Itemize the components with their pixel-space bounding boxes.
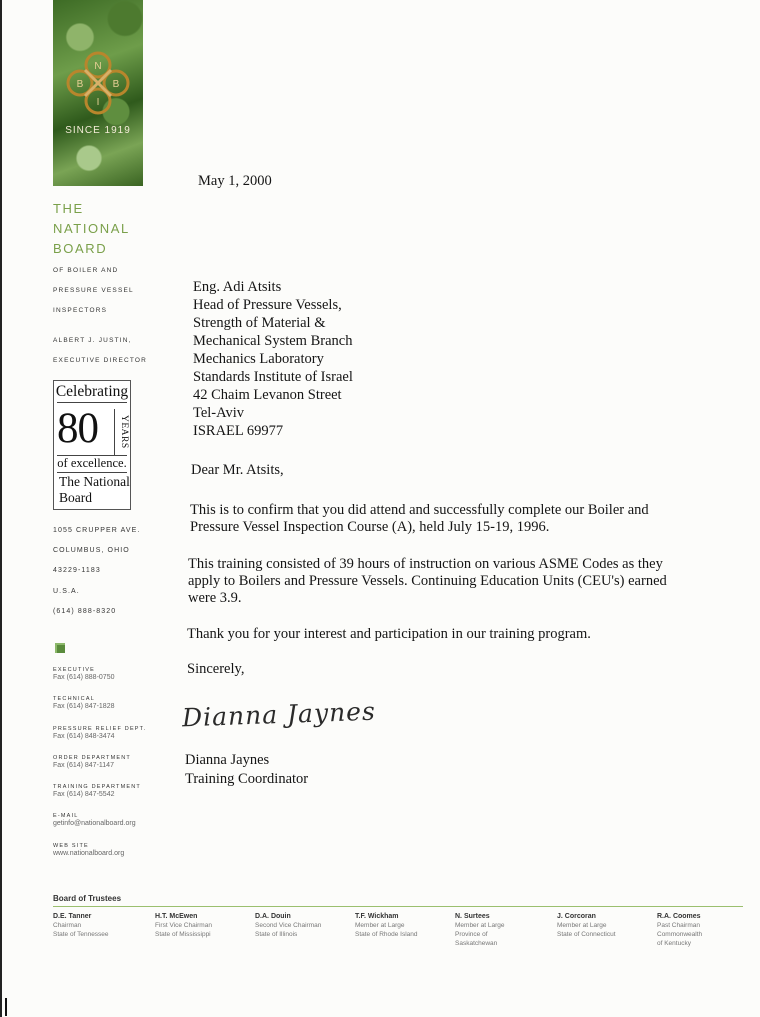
country: U.S.A.: [53, 588, 80, 595]
recipient-line: Standards Institute of Israel: [193, 369, 353, 385]
street-address: 1055 CRUPPER AVE.: [53, 527, 141, 534]
trustee-location: Commonwealth: [657, 931, 703, 938]
org-name-line: THE: [53, 201, 84, 216]
closing: Sincerely,: [187, 661, 245, 677]
director-name: ALBERT J. JUSTIN,: [53, 337, 132, 344]
city: COLUMBUS, OHIO: [53, 547, 130, 554]
paragraph-line: apply to Boilers and Pressure Vessels. Continuing Education Units (CEU's) earned: [188, 573, 667, 589]
scan-mark: [5, 998, 7, 1016]
dept-email: [53, 813, 136, 827]
badge-org-line: The National: [59, 474, 130, 489]
recipient-line: Head of Pressure Vessels,: [193, 297, 342, 313]
trustees-title: Board of Trustees: [53, 894, 122, 903]
since-label: SINCE 1919: [65, 125, 131, 136]
org-name: [53, 199, 130, 259]
dept-website: [53, 843, 124, 857]
letter-date: May 1, 2000: [198, 173, 272, 189]
badge-org-line: Board: [59, 490, 92, 505]
trustee: [657, 912, 702, 948]
recipient-line: Tel-Aviv: [193, 405, 245, 421]
trustee-location: State of Connecticut: [557, 931, 616, 938]
dept-fax: Fax (614) 848-3474: [53, 733, 115, 740]
trustee: [455, 912, 505, 948]
trustee-name: H.T. McEwen: [155, 913, 198, 920]
email-address: getinfo@nationalboard.org: [53, 820, 136, 827]
dept-order: [53, 755, 131, 769]
celebrating-80-years-badge: [53, 380, 131, 510]
recipient-line: 42 Chaim Levanon Street: [193, 387, 342, 403]
dept-title: TECHNICAL: [53, 696, 95, 702]
handwritten-signature: Dianna Jaynes: [181, 696, 377, 733]
org-subtitle-line: INSPECTORS: [53, 307, 108, 314]
trustee-location: of Kentucky: [657, 940, 691, 947]
dept-fax: Fax (614) 847-1147: [53, 762, 114, 769]
trustee-location: State of Mississippi: [155, 931, 211, 938]
green-square-icon: [55, 643, 65, 653]
badge-org: [59, 474, 130, 506]
dept-title: WEB SITE: [53, 843, 89, 849]
org-subtitle-line: PRESSURE VESSEL: [53, 287, 134, 294]
paragraph-line: This is to confirm that you did attend and successfully complete our Boiler and: [190, 502, 649, 518]
trustee-role: Member at Large: [455, 922, 505, 929]
org-name-line: BOARD: [53, 241, 108, 256]
dept-pressure-relief: [53, 726, 146, 740]
dept-fax: Fax (614) 888-0750: [53, 674, 115, 681]
trustee: [255, 912, 321, 939]
badge-number: 80: [57, 405, 98, 452]
recipient-line: Strength of Material &: [193, 315, 326, 331]
trustee-location: Province of: [455, 931, 488, 938]
logo-letter: B: [76, 79, 84, 90]
signer-name: Dianna Jaynes: [185, 752, 270, 768]
trustee-location: State of Tennessee: [53, 931, 109, 938]
clover-emblem-icon: [63, 48, 133, 118]
trustee-name: T.F. Wickham: [355, 913, 399, 920]
trustee-location: State of Illinois: [255, 931, 298, 938]
trustee-name: D.E. Tanner: [53, 913, 92, 920]
trustee-role: Past Chairman: [657, 922, 700, 929]
national-board-logo: [53, 0, 143, 186]
signer-title: Training Coordinator: [185, 771, 309, 787]
trustee: [53, 912, 109, 939]
logo-letter: N: [94, 61, 102, 72]
dept-training: [53, 784, 141, 798]
dept-title: ORDER DEPARTMENT: [53, 755, 131, 761]
recipient-line: Mechanical System Branch: [193, 333, 353, 349]
dept-fax: Fax (614) 847-5542: [53, 791, 115, 798]
badge-years: YEARS: [114, 409, 129, 455]
dept-fax: Fax (614) 847-1828: [53, 703, 115, 710]
salutation: Dear Mr. Atsits,: [191, 462, 284, 478]
badge-excellence: of excellence.: [57, 456, 127, 470]
dept-title: EXECUTIVE: [53, 667, 95, 673]
recipient-line: ISRAEL 69977: [193, 423, 284, 439]
trustee-role: Member at Large: [355, 922, 405, 929]
dept-technical: [53, 696, 114, 710]
paragraph-2: [188, 556, 667, 607]
paragraph-line: This training consisted of 39 hours of instruction on various ASME Codes as they: [188, 556, 663, 572]
trustee-name: D.A. Douin: [255, 913, 291, 920]
recipient-line: Mechanics Laboratory: [193, 351, 324, 367]
org-name-line: NATIONAL: [53, 221, 130, 236]
director-title: EXECUTIVE DIRECTOR: [53, 357, 148, 364]
recipient-address: [193, 278, 353, 440]
trustee-role: Second Vice Chairman: [255, 922, 322, 929]
trustee-role: Chairman: [53, 922, 82, 929]
trustees-divider: [53, 906, 743, 907]
logo-letter: I: [96, 97, 100, 108]
phone: (614) 888-8320: [53, 608, 117, 615]
dept-title: TRAINING DEPARTMENT: [53, 784, 141, 790]
trustee-role: Member at Large: [557, 922, 607, 929]
trustee: [355, 912, 418, 939]
dept-executive: [53, 667, 114, 681]
trustee-name: N. Surtees: [455, 913, 490, 920]
dept-title: E-MAIL: [53, 813, 79, 819]
trustee-role: First Vice Chairman: [155, 922, 212, 929]
recipient-line: Eng. Adi Atsits: [193, 279, 282, 295]
logo-letter: B: [112, 79, 120, 90]
zip-code: 43229-1183: [53, 567, 101, 574]
paragraph-line: were 3.9.: [188, 590, 242, 606]
trustee: [557, 912, 616, 939]
website-url: www.nationalboard.org: [53, 850, 125, 857]
dept-title: PRESSURE RELIEF DEPT.: [53, 726, 147, 732]
trustee: [155, 912, 212, 939]
trustee-name: J. Corcoran: [557, 913, 596, 920]
badge-celebrating: Celebrating: [55, 383, 129, 400]
trustee-location: State of Rhode Island: [355, 931, 418, 938]
org-subtitle-line: OF BOILER AND: [53, 267, 119, 274]
paragraph-line: Pressure Vessel Inspection Course (A), held July 15-19, 1996.: [190, 519, 550, 535]
trustee-name: R.A. Coomes: [657, 913, 701, 920]
scan-edge: [0, 0, 2, 1017]
paragraph-1: [190, 502, 649, 536]
paragraph-3: Thank you for your interest and participation in our training program.: [187, 626, 591, 642]
trustee-location: Saskatchewan: [455, 940, 498, 947]
